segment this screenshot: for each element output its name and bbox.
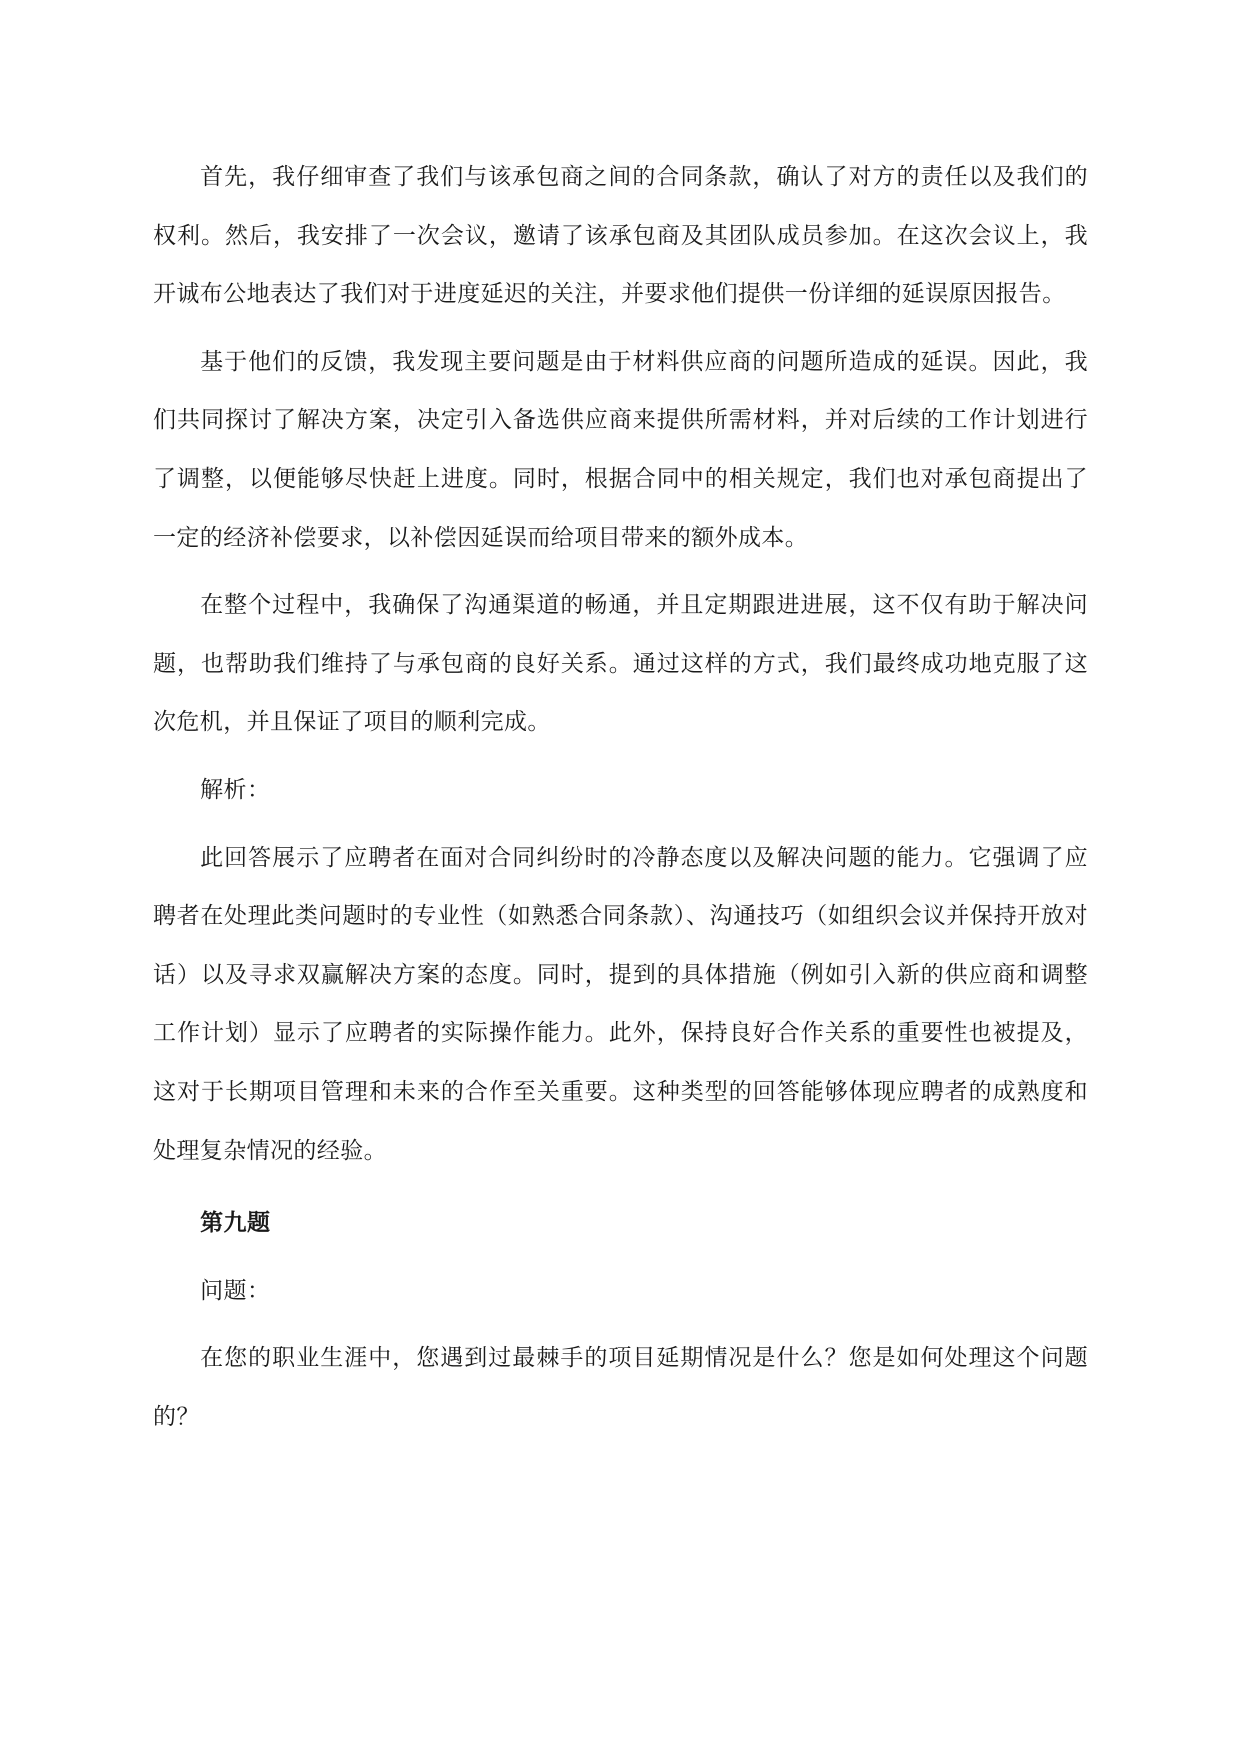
- document-body: [153, 148, 1088, 1446]
- paragraph-contract-review: 首先，我仔细审查了我们与该承包商之间的合同条款，确认了对方的责任以及我们的权利。然后，我安排了一次会议，邀请了该承包商及其团队成员参加。在这次会议上，我开诚布公地表达了我们对于进度延迟的关注，并要求他们提供一份详细的延误原因报告。: [153, 164, 1088, 308]
- section-heading: 第九题: [200, 1209, 271, 1237]
- question-text: 在您的职业生涯中，您遇到过最棘手的项目延期情况是什么？您是如何处理这个问题的？: [153, 1345, 1088, 1430]
- paragraph-solution: 基于他们的反馈，我发现主要问题是由于材料供应商的问题所造成的延误。因此，我们共同探讨了解决方案，决定引入备选供应商来提供所需材料，并对后续的工作计划进行了调整，以便能够尽快赶上进度。同时，根据合同中的相关规定，我们也对承包商提出了一定的经济补偿要求，以补偿因延误而给项目带来的额外成本。: [153, 348, 1088, 551]
- paragraph-analysis: 此回答展示了应聘者在面对合同纠纷时的冷静态度以及解决问题的能力。它强调了应聘者在处理此类问题时的专业性（如熟悉合同条款）、沟通技巧（如组织会议并保持开放对话）以及寻求双赢解决方案的态度。同时，提到的具体措施（例如引入新的供应商和调整工作计划）显示了应聘者的实际操作能力。此外，保持良好合作关系的重要性也被提及，这对于长期项目管理和未来的合作至关重要。这种类型的回答能够体现应聘者的成熟度和处理复杂情况的经验。: [153, 844, 1088, 1164]
- question-label: 问题：: [200, 1277, 271, 1304]
- analysis-label: 解析：: [200, 776, 271, 803]
- paragraph-communication: 在整个过程中，我确保了沟通渠道的畅通，并且定期跟进进展，这不仅有助于解决问题，也帮助我们维持了与承包商的良好关系。通过这样的方式，我们最终成功地克服了这次危机，并且保证了项目的顺利完成。: [153, 592, 1088, 736]
